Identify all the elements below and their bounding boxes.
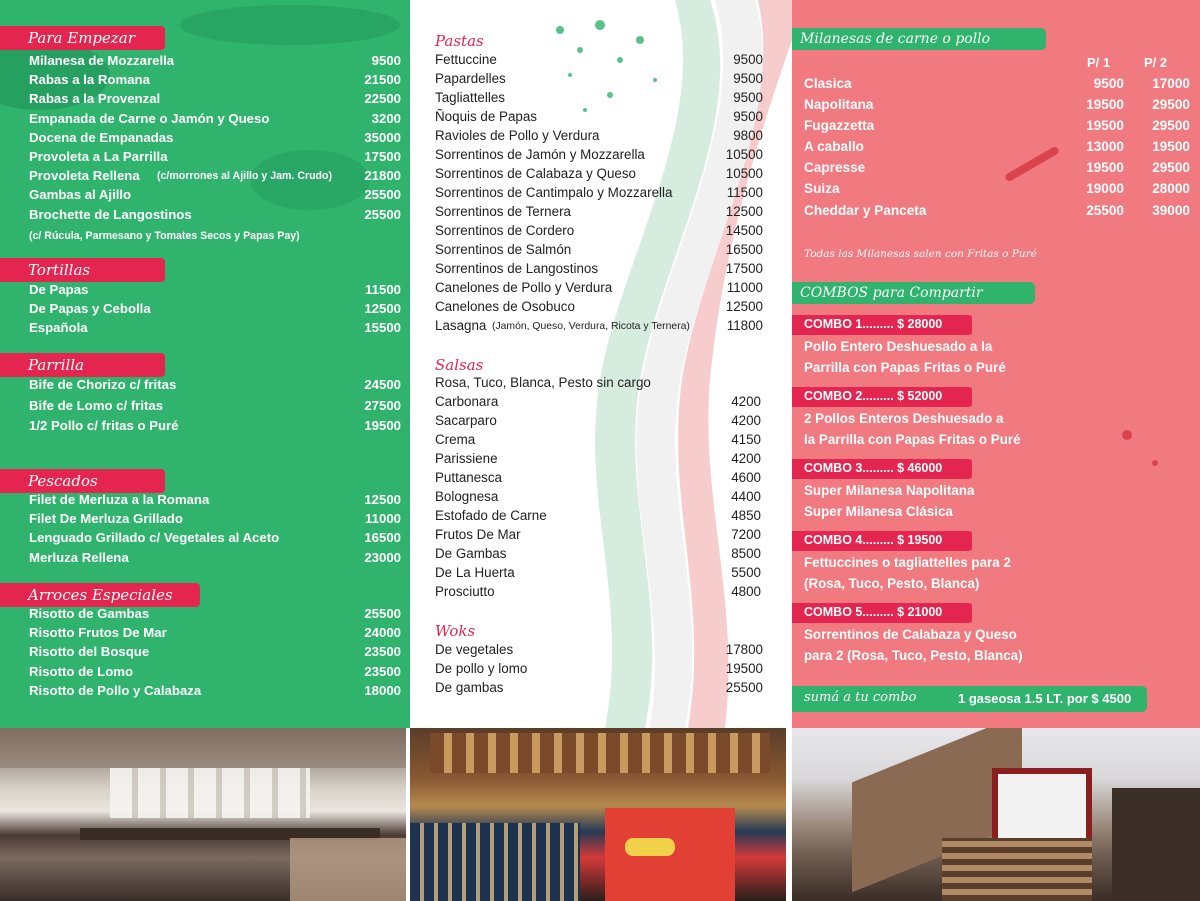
menu-item	[435, 489, 761, 508]
menu-item-price: 25500	[364, 187, 401, 203]
section-title: Parrilla	[0, 353, 165, 377]
menu-item-price: 22500	[364, 91, 401, 107]
wall	[290, 838, 406, 901]
menu-item-name: Provoleta Rellena	[29, 168, 140, 184]
menu-item-price: 9500	[733, 52, 763, 67]
menu-item-price: 9500	[733, 90, 763, 105]
menu-item-name: Sorrentinos de Cordero	[435, 223, 575, 238]
menu-item	[29, 644, 401, 663]
menu-item	[29, 606, 401, 625]
menu-item	[435, 52, 761, 71]
menu-item	[29, 130, 401, 149]
menu-item-name: Carbonara	[435, 394, 499, 409]
menu-item-price: 16500	[364, 530, 401, 546]
menu-item-name: Canelones de Pollo y Verdura	[435, 280, 613, 295]
paint-splash	[180, 5, 400, 45]
menu-item	[29, 664, 401, 683]
combo-description-line: Pollo Entero Deshuesado a la	[804, 339, 993, 354]
menu-item-name: De La Huerta	[435, 565, 515, 580]
menu-item	[435, 394, 761, 413]
menu-item-name: Sorrentinos de Langostinos	[435, 261, 599, 276]
section-intro: Rosa, Tuco, Blanca, Pesto sin cargo	[435, 375, 651, 390]
dark-wall	[1112, 788, 1200, 901]
addon-text: 1 gaseosa 1.5 LT. por $ 4500	[958, 691, 1132, 706]
menu-item	[435, 680, 761, 699]
menu-item	[29, 301, 401, 320]
milanesa-item	[804, 76, 1189, 97]
milanesa-price-p2: 17000	[1152, 76, 1190, 91]
menu-item	[29, 187, 401, 206]
menu-item-name: Bolognesa	[435, 489, 499, 504]
menu-item-name: Puttanesca	[435, 470, 502, 485]
section-title: Tortillas	[0, 258, 165, 282]
menu-item-price: 17500	[725, 261, 763, 276]
menu-item	[435, 166, 761, 185]
menu-item-price: 11000	[726, 280, 763, 295]
milanesa-name: Capresse	[804, 160, 866, 176]
menu-item	[29, 207, 401, 226]
menu-item-price: 27500	[364, 397, 401, 413]
milanesa-price-p2: 29500	[1152, 118, 1190, 134]
menu-item-price: 11500	[726, 185, 763, 200]
menu-item-name: Ñoquis de Papas	[435, 109, 537, 124]
neon-sign	[625, 838, 675, 856]
menu-item-name: Española	[29, 320, 88, 336]
menu-item-price: 23000	[364, 549, 401, 565]
middle-menu-panel	[410, 0, 792, 728]
combo-label: COMBO 5......... $ 21000	[792, 603, 972, 623]
menu-item-name: Bife de Chorizo c/ fritas	[29, 377, 177, 392]
menu-item-name: Empanada de Carne o Jamón y Queso	[29, 110, 270, 126]
menu-item-name: Estofado de Carne	[435, 508, 547, 523]
menu-item	[29, 377, 401, 398]
menu-item-name: Lasagna	[435, 318, 487, 333]
milanesas-title: Milanesas de carne o pollo	[792, 28, 1046, 50]
combo-description-line: Fettuccines o tagliattelles para 2	[804, 555, 1011, 570]
menu-item	[29, 282, 401, 301]
paint-dot	[1152, 460, 1158, 466]
menu-item-price: 7200	[731, 527, 761, 542]
restaurant-interior-photo	[0, 728, 406, 901]
menu-item-name: De pollo y lomo	[435, 661, 528, 676]
menu-item-name: De Papas	[29, 282, 89, 297]
menu-item	[435, 584, 761, 603]
menu-item-name: Rabas a la Provenzal	[29, 91, 161, 107]
menu-item	[435, 223, 761, 242]
milanesa-price-p1: 13000	[1086, 139, 1124, 155]
col-header-p2: P/ 2	[1144, 55, 1168, 70]
menu-item-price: 19500	[725, 661, 763, 676]
menu-item-price: 4200	[731, 413, 761, 428]
combo-description-line: Super Milanesa Napolitana	[804, 483, 975, 498]
menu-item-name: Filet De Merluza Grillado	[29, 511, 183, 527]
menu-item-price: 9500	[733, 109, 763, 124]
milanesas-note: Todas las Milanesas salen con Fritas o Puré	[804, 248, 1037, 260]
milanesa-price-p1: 9500	[1093, 76, 1124, 91]
combo-addon-banner	[792, 686, 1147, 712]
menu-item	[435, 128, 761, 147]
menu-item-price: 12500	[725, 299, 763, 314]
menu-item	[29, 398, 401, 419]
menu-item-name: Bife de Lomo c/ fritas	[29, 397, 164, 413]
milanesa-name: A caballo	[804, 139, 864, 155]
menu-item	[435, 661, 761, 680]
menu-item	[435, 90, 761, 109]
menu-item-name: Rabas a la Romana	[29, 72, 150, 88]
hanging-lamps	[110, 768, 310, 818]
bottle-shelves	[410, 823, 580, 901]
menu-item	[435, 109, 761, 128]
menu-item-price: 24000	[364, 625, 401, 641]
menu-item-name: Docena de Empanadas	[29, 129, 174, 145]
milanesa-item	[804, 139, 1189, 160]
section-title: Arroces Especiales	[0, 583, 200, 607]
milanesa-name: Suiza	[804, 181, 840, 197]
menu-item-name: Sorrentinos de Jamón y Mozzarella	[435, 147, 645, 162]
menu-item	[29, 683, 401, 702]
milanesa-name: Fugazzetta	[804, 118, 875, 134]
section-item-list	[435, 642, 761, 699]
menu-item-price: 15500	[364, 320, 401, 336]
menu-item	[435, 527, 761, 546]
combos-title: COMBOS para Compartir	[792, 282, 1035, 304]
menu-item-name: Ravioles de Pollo y Verdura	[435, 128, 600, 143]
menu-item	[29, 550, 401, 569]
menu-item-name: Sorrentinos de Cantimpalo y Mozzarella	[435, 185, 673, 200]
menu-item-name: Lenguado Grillado c/ Vegetales al Aceto	[29, 530, 280, 546]
menu-item-price: 23500	[364, 644, 401, 660]
menu-item-name: Prosciutto	[435, 584, 495, 599]
menu-item-name: De Papas y Cebolla	[29, 301, 151, 317]
menu-item	[29, 511, 401, 530]
combo-description-line: Parrilla con Papas Fritas o Puré	[804, 360, 1006, 375]
menu-item-name: De gambas	[435, 680, 504, 695]
menu-item-name: Risotto del Bosque	[29, 644, 150, 660]
hanging-hams	[430, 733, 770, 773]
menu-item	[435, 147, 761, 166]
menu-item-name: Merluza Rellena	[29, 549, 129, 565]
menu-item-price: 12500	[725, 204, 763, 219]
menu-item-name: Risotto Frutos De Mar	[29, 625, 167, 641]
addon-lead: sumá a tu combo	[804, 690, 917, 705]
menu-item-price: 12500	[364, 492, 401, 507]
milanesa-price-p2: 28000	[1152, 181, 1190, 197]
milanesa-item	[804, 181, 1189, 202]
menu-item	[435, 642, 761, 661]
menu-item	[435, 318, 761, 337]
menu-item	[435, 204, 761, 223]
section-item-list	[435, 394, 761, 603]
menu-item-price: 14500	[725, 223, 763, 238]
combo-label: COMBO 2......... $ 52000	[792, 387, 972, 407]
milanesa-price-p1: 19500	[1086, 97, 1124, 113]
menu-item	[29, 91, 401, 110]
menu-item-name: Fettuccine	[435, 52, 497, 67]
menu-item-name: Risotto de Pollo y Calabaza	[29, 682, 202, 698]
menu-item-price: 35000	[364, 129, 401, 145]
combo-label: COMBO 1......... $ 28000	[792, 315, 972, 335]
milanesa-price-p1: 19500	[1086, 160, 1124, 176]
menu-item-price: 19500	[364, 418, 401, 433]
milanesa-name: Clasica	[804, 76, 852, 91]
menu-item-name: Gambas al Ajillo	[29, 187, 132, 203]
left-menu-panel	[0, 0, 410, 728]
menu-item-name: Risotto de Lomo	[29, 663, 134, 679]
menu-item	[435, 280, 761, 299]
section-title: Woks	[435, 622, 476, 640]
staircase	[942, 838, 1092, 901]
menu-item-name: Canelones de Osobuco	[435, 299, 575, 314]
right-menu-panel	[792, 0, 1200, 728]
menu-item	[29, 111, 401, 130]
menu-item-price: 4600	[731, 470, 761, 485]
menu-item-name: Risotto de Gambas	[29, 606, 150, 621]
menu-item-price: 25500	[725, 680, 763, 695]
menu-item	[435, 71, 761, 90]
milanesa-item	[804, 118, 1189, 139]
section-title: Pescados	[0, 469, 165, 493]
menu-item-price: 11000	[365, 511, 401, 527]
combo-label: COMBO 3......... $ 46000	[792, 459, 972, 479]
menu-item-name: Frutos De Mar	[435, 527, 521, 542]
menu-item-name: Crema	[435, 432, 476, 447]
menu-item	[29, 530, 401, 549]
milanesa-item	[804, 203, 1189, 224]
combo-description-line: Super Milanesa Clásica	[804, 504, 953, 519]
menu-item-name: Parissiene	[435, 451, 498, 466]
milanesa-name: Cheddar y Panceta	[804, 202, 927, 218]
section-item-list	[29, 53, 401, 226]
menu-item-price: 4200	[731, 394, 761, 409]
milanesa-price-p1: 19000	[1086, 181, 1124, 197]
menu-item-price: 4400	[731, 489, 761, 504]
milanesa-item	[804, 160, 1189, 181]
menu-item	[435, 242, 761, 261]
menu-item-note: (c/morrones al Ajillo y Jam. Crudo)	[157, 170, 333, 183]
menu-item-price: 21500	[364, 72, 401, 88]
menu-item	[435, 432, 761, 451]
menu-item	[435, 261, 761, 280]
menu-item-name: Papardelles	[435, 71, 506, 86]
menu-item	[29, 72, 401, 91]
menu-item	[435, 508, 761, 527]
menu-item	[29, 320, 401, 339]
menu-item-price: 23500	[364, 663, 401, 679]
menu-item-price: 11800	[726, 318, 763, 333]
menu-item	[435, 413, 761, 432]
menu-item-price: 9800	[733, 128, 763, 143]
menu-item-price: 4800	[731, 584, 761, 599]
section-footnote: (c/ Rúcula, Parmesano y Tomates Secos y Papas Pay)	[29, 229, 300, 242]
menu-item-price: 11500	[365, 282, 401, 297]
menu-item-price: 9500	[733, 71, 763, 86]
paint-dot	[1122, 430, 1132, 440]
combo-description-line: la Parrilla con Papas Fritas o Puré	[804, 432, 1021, 447]
section-title: Salsas	[435, 356, 484, 374]
section-title: Para Empezar	[0, 26, 165, 50]
col-header-p1: P/ 1	[1087, 55, 1111, 70]
menu-item-price: 10500	[725, 147, 763, 162]
combo-description-line: para 2 (Rosa, Tuco, Pesto, Blanca)	[804, 648, 1023, 663]
menu-item-price: 4200	[731, 451, 761, 466]
menu-item-price: 5500	[731, 565, 761, 580]
menu-item	[29, 492, 401, 511]
menu-item-price: 8500	[731, 546, 761, 561]
milanesa-price-p2: 29500	[1152, 97, 1190, 113]
milanesa-price-p2: 19500	[1152, 139, 1190, 155]
menu-item-price: 16500	[725, 242, 763, 257]
menu-item-price: 12500	[364, 301, 401, 317]
menu-item-name: Tagliattelles	[435, 90, 505, 105]
section-item-list	[29, 282, 401, 340]
menu-item-price: 25500	[364, 206, 401, 222]
milanesa-price-p1: 19500	[1086, 118, 1124, 134]
menu-item-price: 18000	[364, 682, 401, 698]
menu-item-name: Provoleta a La Parrilla	[29, 148, 168, 164]
menu-item	[29, 168, 401, 187]
section-item-list	[29, 377, 401, 439]
menu-item-price: 24500	[364, 377, 401, 392]
menu-item	[435, 565, 761, 584]
section-item-list	[29, 492, 401, 569]
menu-item-price: 3200	[371, 110, 401, 126]
menu-item-price: 17800	[725, 642, 763, 657]
menu-item	[435, 451, 761, 470]
menu-item-name: De vegetales	[435, 642, 514, 657]
section-title: Pastas	[435, 32, 484, 50]
menu-item-price: 4150	[731, 432, 761, 447]
menu-item	[29, 625, 401, 644]
milanesa-name: Napolitana	[804, 97, 874, 113]
combo-label: COMBO 4......... $ 19500	[792, 531, 972, 551]
menu-item	[29, 149, 401, 168]
menu-item	[435, 546, 761, 565]
ceiling-beams	[0, 728, 406, 768]
menu-item	[435, 299, 761, 318]
menu-item	[435, 470, 761, 489]
section-item-list	[435, 52, 761, 337]
menu-item-name: Filet de Merluza a la Romana	[29, 492, 210, 507]
combo-description-line: 2 Pollos Enteros Deshuesado a	[804, 411, 1004, 426]
menu-item-name: Sorrentinos de Calabaza y Queso	[435, 166, 636, 181]
menu-item-name: Milanesa de Mozzarella	[29, 53, 175, 68]
menu-item	[435, 185, 761, 204]
menu-item-price: 17500	[364, 148, 401, 164]
wooden-staircase-interior-photo	[792, 728, 1200, 901]
milanesa-price-p2: 39000	[1152, 202, 1190, 218]
menu-item	[29, 418, 401, 439]
milanesas-list	[804, 76, 1189, 224]
menu-item-name: Brochette de Langostinos	[29, 206, 192, 222]
menu-item-name: Sorrentinos de Salmón	[435, 242, 572, 257]
menu-item	[29, 53, 401, 72]
menu-item-name: 1/2 Pollo c/ fritas o Puré	[29, 418, 179, 433]
menu-item-name: De Gambas	[435, 546, 507, 561]
menu-item-name: Sacarparo	[435, 413, 497, 428]
menu-item-price: 25500	[364, 606, 401, 621]
menu-item-note: (Jamón, Queso, Verdura, Ricota y Ternera)	[492, 321, 690, 332]
bar-with-hanging-hams-photo	[410, 728, 786, 901]
menu-item-price: 10500	[725, 166, 763, 181]
section-item-list	[29, 606, 401, 702]
menu-item-price: 9500	[371, 53, 401, 68]
combo-description-line: Sorrentinos de Calabaza y Queso	[804, 627, 1017, 642]
menu-item-name: Sorrentinos de Ternera	[435, 204, 571, 219]
milanesa-item	[804, 97, 1189, 118]
menu-item-price: 4850	[731, 508, 761, 523]
milanesa-price-p2: 29500	[1152, 160, 1190, 176]
milanesa-price-p1: 25500	[1086, 202, 1124, 218]
menu-item-price: 21800	[364, 168, 401, 184]
combo-description-line: (Rosa, Tuco, Pesto, Blanca)	[804, 576, 980, 591]
